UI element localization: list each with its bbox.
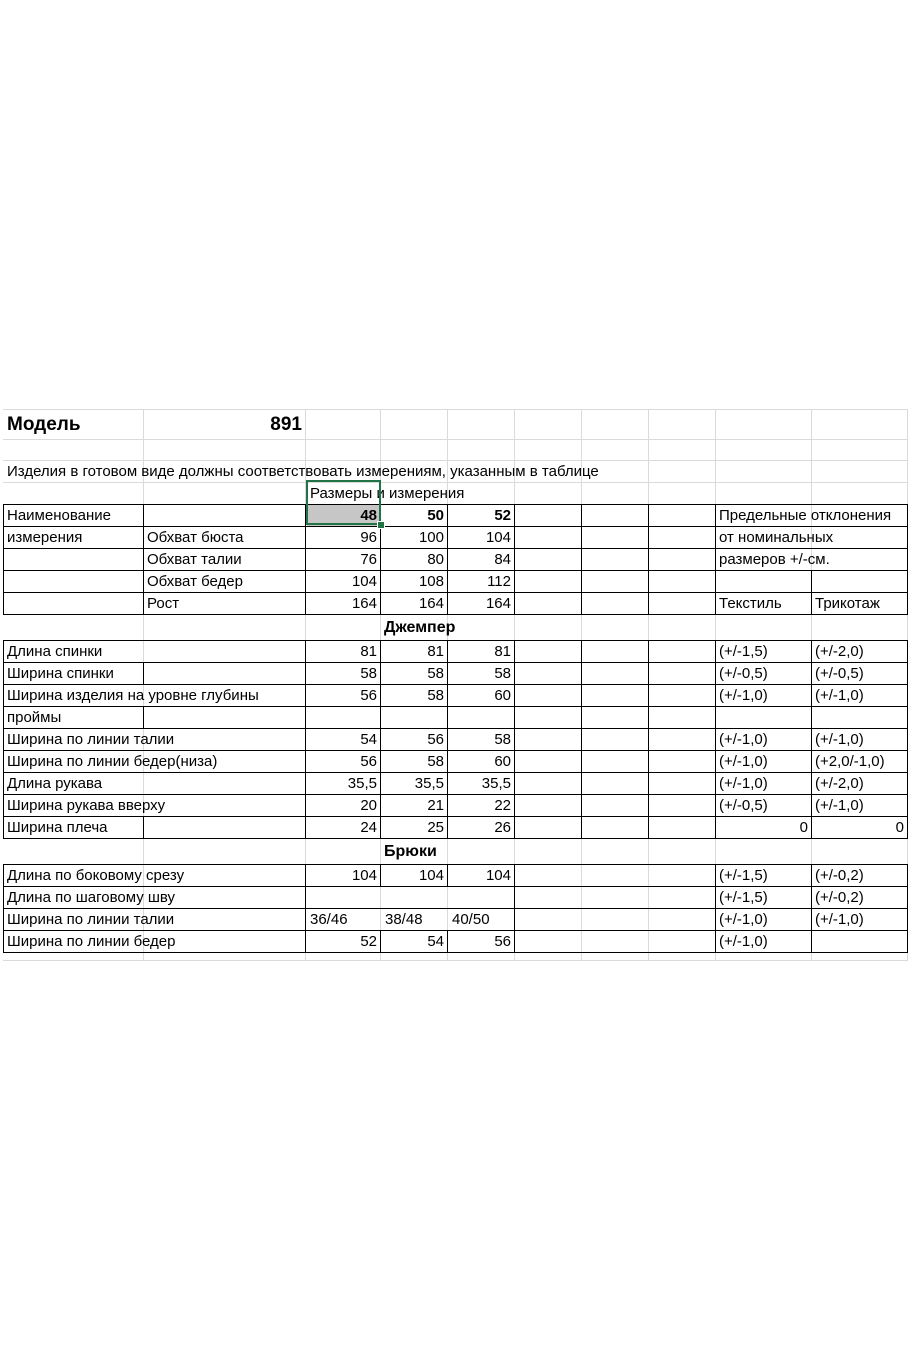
border (811, 640, 812, 839)
border (648, 504, 649, 615)
jumper-row-value[interactable]: 25 (427, 819, 444, 836)
border (447, 930, 448, 953)
jumper-row-value[interactable]: 81 (360, 643, 377, 660)
jumper-row-value[interactable]: 81 (494, 643, 511, 660)
jumper-row-value[interactable]: 35,5 (347, 775, 377, 792)
jumper-row-value[interactable]: 22 (494, 797, 511, 814)
jumper-row-value[interactable]: 21 (427, 797, 444, 814)
height-label[interactable]: Рост (147, 595, 180, 612)
border (907, 640, 908, 839)
jumper-row-knit-tolerance[interactable]: 0 (895, 819, 904, 836)
hips-50[interactable]: 108 (418, 573, 444, 590)
note-text[interactable]: Изделия в готовом виде должны соответствовать измерениям, указанным в таблице (7, 463, 599, 480)
trousers-row-label[interactable]: Длина по боковому срезу (7, 867, 185, 884)
jumper-row-textile-tolerance[interactable]: (+/-1,0) (719, 753, 768, 770)
jumper-row-label[interactable]: Ширина спинки (7, 665, 114, 682)
jumper-row-value[interactable]: 58 (494, 731, 511, 748)
jumper-row-knit-tolerance[interactable]: (+2,0/-1,0) (815, 753, 885, 770)
trousers-row-knit-tolerance[interactable]: (+/-0,2) (815, 889, 864, 906)
border (447, 504, 448, 615)
border (3, 504, 4, 615)
trousers-row-textile-tolerance[interactable]: (+/-1,0) (719, 911, 768, 928)
trousers-row-value[interactable]: 104 (485, 867, 511, 884)
jumper-row-textile-tolerance[interactable]: (+/-1,0) (719, 731, 768, 748)
jumper-row-knit-tolerance[interactable]: (+/-1,0) (815, 687, 864, 704)
border (3, 864, 4, 953)
model-number[interactable]: 891 (270, 414, 302, 435)
hips-label[interactable]: Обхват бедер (147, 573, 243, 590)
border (514, 504, 515, 615)
jumper-row-value[interactable]: 24 (360, 819, 377, 836)
border (715, 640, 716, 839)
tolerance-header-2[interactable]: от номинальных (719, 529, 834, 546)
fill-handle[interactable] (377, 521, 385, 529)
size-50[interactable]: 50 (427, 507, 444, 524)
bust-48[interactable]: 96 (360, 529, 377, 546)
bust-50[interactable]: 100 (418, 529, 444, 546)
jumper-row-value[interactable]: 56 (360, 687, 377, 704)
height-50[interactable]: 164 (418, 595, 444, 612)
border (143, 816, 144, 839)
border (143, 504, 144, 615)
jumper-row-label[interactable]: Ширина по линии талии (7, 731, 175, 748)
trousers-row-value[interactable]: 40/50 (452, 911, 490, 928)
jumper-row-knit-tolerance[interactable]: (+/-0,5) (815, 665, 864, 682)
border (581, 504, 582, 615)
jumper-row-value[interactable]: 35,5 (481, 775, 511, 792)
border (648, 640, 649, 839)
jumper-row-knit-tolerance[interactable]: (+/-2,0) (815, 775, 864, 792)
hips-52[interactable]: 112 (487, 573, 511, 590)
jumper-row-value[interactable]: 26 (494, 819, 511, 836)
trousers-row-knit-tolerance[interactable]: (+/-1,0) (815, 911, 864, 928)
border (380, 640, 381, 839)
gridline (3, 409, 908, 410)
jumper-row-label[interactable]: проймы (7, 709, 62, 726)
jumper-row-knit-tolerance[interactable]: (+/-1,0) (815, 797, 864, 814)
name-header-1[interactable]: Наименование (7, 507, 111, 524)
gridline (3, 960, 908, 961)
jumper-row-value[interactable]: 20 (360, 797, 377, 814)
border (380, 930, 381, 953)
border (715, 864, 716, 953)
jumper-row-value[interactable]: 54 (360, 731, 377, 748)
size-48[interactable]: 48 (360, 507, 377, 524)
bust-52[interactable]: 104 (485, 529, 511, 546)
jumper-row-label[interactable]: Длина рукава (7, 775, 103, 792)
border (447, 640, 448, 839)
jumper-row-label[interactable]: Длина спинки (7, 643, 103, 660)
trousers-row-textile-tolerance[interactable]: (+/-1,0) (719, 933, 768, 950)
border (907, 864, 908, 953)
jumper-row-textile-tolerance[interactable]: (+/-1,0) (719, 775, 768, 792)
jumper-row-knit-tolerance[interactable]: (+/-1,0) (815, 731, 864, 748)
jumper-row-value[interactable]: 58 (494, 665, 511, 682)
border (380, 864, 381, 887)
height-52[interactable]: 164 (485, 595, 511, 612)
jumper-row-label[interactable]: Ширина рукава вверху (7, 797, 166, 814)
jumper-row-value[interactable]: 58 (427, 687, 444, 704)
trousers-row-value[interactable]: 54 (427, 933, 444, 950)
jumper-row-label[interactable]: Ширина изделия на уровне глубины (7, 687, 259, 704)
border (811, 570, 812, 615)
bust-label[interactable]: Обхват бюста (147, 529, 244, 546)
border (811, 864, 812, 953)
tolerance-header-1[interactable]: Предельные отклонения (719, 507, 892, 524)
jumper-row-textile-tolerance[interactable]: (+/-0,5) (719, 665, 768, 682)
cell-selection-frame (306, 480, 381, 525)
trousers-title[interactable]: Брюки (384, 843, 437, 860)
border (305, 864, 306, 953)
jumper-row-value[interactable]: 60 (494, 753, 511, 770)
jumper-row-textile-tolerance[interactable]: 0 (799, 819, 808, 836)
trousers-row-label[interactable]: Длина по шаговому шву (7, 889, 176, 906)
trousers-row-textile-tolerance[interactable]: (+/-1,5) (719, 867, 768, 884)
gridline (3, 439, 908, 440)
trousers-row-label[interactable]: Ширина по линии талии (7, 911, 175, 928)
name-header-2[interactable]: измерения (7, 529, 83, 546)
jumper-row-textile-tolerance[interactable]: (+/-1,0) (719, 687, 768, 704)
sizes-header[interactable]: Размеры и измерения (310, 485, 465, 502)
trousers-row-value[interactable]: 36/46 (310, 911, 348, 928)
jumper-row-value[interactable]: 58 (360, 665, 377, 682)
border (907, 504, 908, 615)
jumper-title[interactable]: Джемпер (384, 619, 456, 636)
border (143, 662, 144, 685)
height-48[interactable]: 164 (351, 595, 377, 612)
jumper-row-value[interactable]: 58 (427, 753, 444, 770)
waist-label[interactable]: Обхват талии (147, 551, 242, 568)
trousers-row-label[interactable]: Ширина по линии бедер (7, 933, 176, 950)
model-label[interactable]: Модель (7, 414, 81, 435)
border (715, 504, 716, 615)
trousers-row-value[interactable]: 104 (351, 867, 377, 884)
trousers-row-value[interactable]: 52 (360, 933, 377, 950)
border (143, 706, 144, 729)
jumper-row-value[interactable]: 58 (427, 665, 444, 682)
waist-50[interactable]: 80 (427, 551, 444, 568)
border (3, 640, 4, 839)
jumper-row-textile-tolerance[interactable]: (+/-1,5) (719, 643, 768, 660)
jumper-row-value[interactable]: 81 (427, 643, 444, 660)
jumper-row-label[interactable]: Ширина по линии бедер(низа) (7, 753, 218, 770)
knit-header[interactable]: Трикотаж (815, 595, 880, 612)
trousers-row-value[interactable]: 38/48 (385, 911, 423, 928)
jumper-row-value[interactable]: 56 (427, 731, 444, 748)
jumper-row-value[interactable]: 56 (360, 753, 377, 770)
border (581, 640, 582, 839)
trousers-row-textile-tolerance[interactable]: (+/-1,5) (719, 889, 768, 906)
tolerance-header-3[interactable]: размеров +/-см. (719, 551, 830, 568)
waist-52[interactable]: 84 (494, 551, 511, 568)
jumper-row-value[interactable]: 60 (494, 687, 511, 704)
jumper-row-knit-tolerance[interactable]: (+/-2,0) (815, 643, 864, 660)
jumper-row-textile-tolerance[interactable]: (+/-0,5) (719, 797, 768, 814)
textile-header[interactable]: Текстиль (719, 595, 782, 612)
hips-48[interactable]: 104 (351, 573, 377, 590)
border (305, 640, 306, 839)
size-52[interactable]: 52 (494, 507, 511, 524)
border (514, 864, 515, 953)
jumper-row-label[interactable]: Ширина плеча (7, 819, 108, 836)
border (447, 864, 448, 887)
trousers-row-knit-tolerance[interactable]: (+/-0,2) (815, 867, 864, 884)
jumper-row-value[interactable]: 35,5 (414, 775, 444, 792)
waist-48[interactable]: 76 (360, 551, 377, 568)
trousers-row-value[interactable]: 56 (494, 933, 511, 950)
trousers-row-value[interactable]: 104 (418, 867, 444, 884)
border (514, 640, 515, 839)
